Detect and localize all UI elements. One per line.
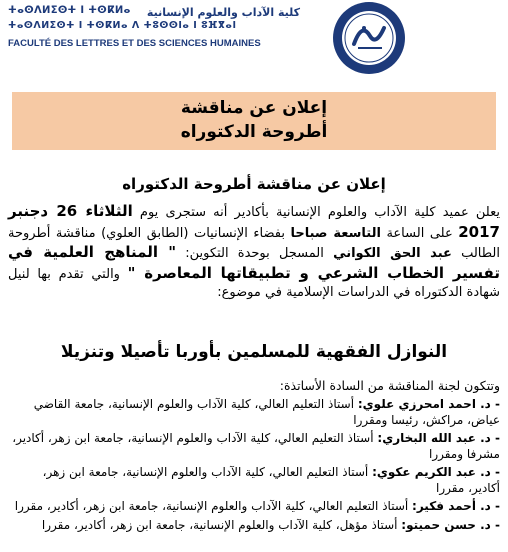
committee-member <box>8 499 500 515</box>
text-intro: يعلن عميد كلية الآداب والعلوم الإنسانية بأكادير أنه ستجرى يوم <box>132 205 500 220</box>
training-unit: " المناهج العلمية في تفسير الخطاب الشرعي و تطبيقاتها المعاصرة " <box>8 243 500 282</box>
member-name: - د. حسن حميتو: <box>401 517 500 532</box>
member-name: - د. عبد الكريم عكوي: <box>372 465 500 479</box>
faculty-name-tifinagh: ⵜⴰⵙⴷⵍⵉⵙⵜ ⵏ ⵜⵙⴽⵍⴰ <box>8 5 131 16</box>
announcement-paragraph <box>8 202 500 303</box>
committee-intro: وتتكون لجنة المناقشة من السادة الأساتذة: <box>279 378 500 393</box>
committee-list <box>8 397 500 536</box>
member-name: - د. أحمد فكير: <box>412 499 500 513</box>
faculty-name-tifinagh-full: ⵜⴰⵙⴷⵍⵉⵙⵜ ⵏ ⵜⵙⴽⵍⴰ ⴷ ⵜⵓⵙⵙⵏⴰ ⵏ ⵓⴼⴳⴰⵏ <box>8 20 237 31</box>
committee-member <box>8 397 500 428</box>
member-desc: أستاذ التعليم العالي، كلية الآداب والعلوم الإنسانية، جامعة القاضي عياض، مراكش، رئيسا ومقررا <box>33 397 500 427</box>
defense-date: الثلاثاء 26 دجنبر 2017 <box>8 202 500 241</box>
member-desc: أستاذ التعليم العالي، كلية الآداب والعلوم الإنسانية، جامعة ابن زهر، أكادير، مشرفا ومقررا <box>12 431 500 461</box>
defense-time: التاسعة صباحا <box>290 225 381 241</box>
text-location: بفضاء الإنسانيات (الطابق العلوي) مناقشة أطروحة الطالب <box>8 225 501 261</box>
committee-member <box>8 518 500 534</box>
letterhead <box>0 0 508 78</box>
banner-line-1: إعلان عن مناقشة <box>180 98 328 118</box>
banner-line-2: أطروحة الدكتوراه <box>180 122 328 142</box>
text-degree: والتي تقدم بها لنيل شهادة الدكتوراه في الدراسات الإسلامية في موضوع: <box>8 266 500 300</box>
member-name: - د. عبد الله البخاري: <box>377 431 500 445</box>
committee-member <box>8 465 500 496</box>
announcement-banner <box>12 92 496 150</box>
thesis-subject: النوازل الفقهية للمسلمين بأوربا تأصيلا وتنزيلا <box>60 342 448 362</box>
student-name: عبد الحق الكواني <box>333 246 452 261</box>
committee-member <box>8 431 500 462</box>
member-desc: أستاذ التعليم العالي، كلية الآداب والعلوم الإنسانية، جامعة ابن زهر، أكادير، مقررا <box>14 499 413 513</box>
university-seal-logo <box>324 0 414 78</box>
text-time-prefix: على الساعة <box>380 225 459 241</box>
member-name: - د. احمد امحرزي علوي: <box>357 397 500 411</box>
member-desc: أستاذ مؤهل، كلية الآداب والعلوم الإنسانية، جامعة ابن زهر، أكادير، مقررا <box>41 517 402 532</box>
announcement-title: إعلان عن مناقشة أطروحة الدكتوراه <box>122 175 386 193</box>
member-desc: أستاذ التعليم العالي، كلية الآداب والعلوم الإنسانية، جامعة ابن زهر، أكادير، مقررا <box>42 465 500 495</box>
text-unit-prefix: المسجل بوحدة التكوين: <box>176 246 334 261</box>
faculty-name-french: FACULTÉ DES LETTRES ET DES SCIENCES HUMAINES <box>8 38 261 49</box>
faculty-name-arabic: كلية الآداب والعلوم الإنسانية <box>146 6 300 19</box>
